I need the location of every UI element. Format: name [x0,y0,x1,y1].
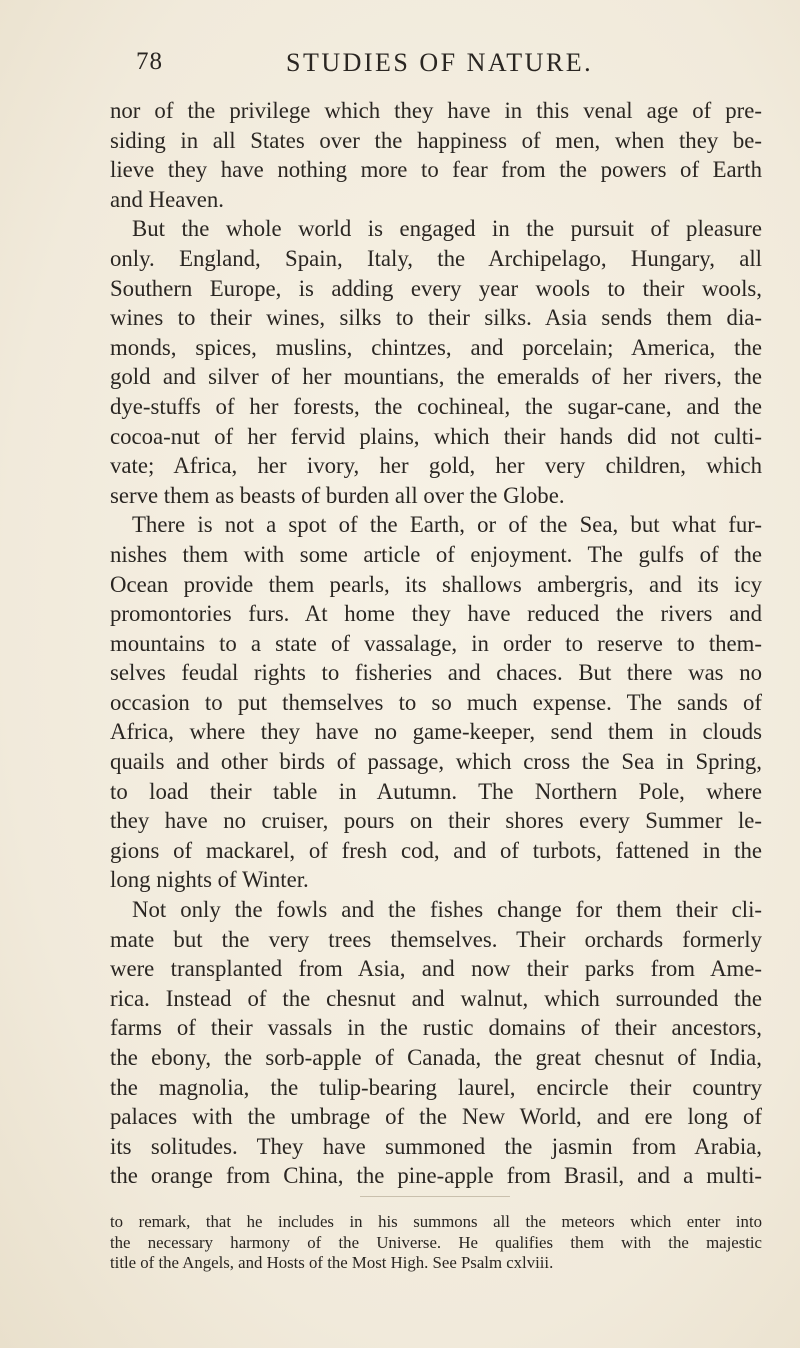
running-head [108,48,740,88]
running-title: STUDIES OF NATURE. [286,48,594,77]
footnote-line: title of the Angels, and Hosts of the Most High. See Psalm cxlviii. [110,1253,554,1272]
text-line: they have no cruiser, pours on their shores every Summer le- [110,808,762,834]
text-line: nor of the privilege which they have in this venal age of pre- [110,98,762,123]
text-line: farms of their vassals in the rustic domains of their ancestors, [110,1015,762,1041]
text-line: siding in all States over the happiness of men, when they be- [110,127,762,153]
text-line: occasion to put themselves to so much expense. The sands of [110,689,762,715]
text-line: mountains to a state of vassalage, in order to reserve to them- [110,630,762,656]
text-line: gions of mackarel, of fresh cod, and of turbots, fattened in the [110,837,762,863]
footnote-divider [360,1196,510,1197]
text-line: Not only the fowls and the fishes change for them their cli- [132,897,762,923]
text-line: selves feudal rights to fisheries and chaces. But there was no [110,660,762,686]
text-line: lieve they have nothing more to fear from the powers of Earth [110,157,762,183]
text-line: There is not a spot of the Earth, or of the Sea, but what fur- [132,512,762,538]
text-line: But the whole world is engaged in the pursuit of pleasure [132,216,762,242]
text-line: dye-stuffs of her forests, the cochineal, the sugar-cane, and the [110,393,762,419]
footnote-line: the necessary harmony of the Universe. He qualifies them with the majestic [110,1232,762,1252]
body-text [110,96,762,1191]
text-line: Ocean provide them pearls, its shallows ambergris, and its icy [110,571,762,597]
footnote [110,1212,762,1274]
text-line: to load their table in Autumn. The Northern Pole, where [110,778,762,804]
text-line: promontories furs. At home they have reduced the rivers and [110,601,762,627]
text-line: Africa, where they have no game-keeper, send them in clouds [110,719,762,745]
text-line: the orange from China, the pine-apple from Brasil, and a multi- [110,1163,762,1189]
text-line: the magnolia, the tulip-bearing laurel, encircle their country [110,1074,762,1100]
text-line: were transplanted from Asia, and now their parks from Ame- [110,956,762,982]
page-number: 78 [136,48,163,75]
text-line: its solitudes. They have summoned the jasmin from Arabia, [110,1133,762,1159]
text-line: palaces with the umbrage of the New World, and ere long of [110,1104,762,1130]
text-line: quails and other birds of passage, which cross the Sea in Spring, [110,749,762,775]
text-line: the ebony, the sorb-apple of Canada, the great chesnut of India, [110,1045,762,1070]
text-line: and Heaven. [110,186,224,212]
text-line: long nights of Winter. [110,867,309,893]
text-line: serve them as beasts of burden all over the Globe. [110,482,565,508]
text-line: nishes them with some article of enjoyment. The gulfs of the [110,541,762,567]
text-line: only. England, Spain, Italy, the Archipelago, Hungary, all [110,245,762,271]
text-line: cocoa-nut of her fervid plains, which their hands did not culti- [110,423,762,449]
text-line: Southern Europe, is adding every year wools to their wools, [110,275,762,301]
text-line: vate; Africa, her ivory, her gold, her very children, which [110,453,762,479]
text-line: monds, spices, muslins, chintzes, and porcelain; America, the [110,334,762,360]
text-line: gold and silver of her mountians, the emeralds of her rivers, the [110,364,762,390]
footnote-line: to remark, that he includes in his summons all the meteors which enter into [110,1212,762,1231]
text-line: rica. Instead of the chesnut and walnut, which surrounded the [110,985,762,1011]
text-line: wines to their wines, silks to their silks. Asia sends them dia- [110,305,762,331]
text-line: mate but the very trees themselves. Their orchards formerly [110,926,762,952]
